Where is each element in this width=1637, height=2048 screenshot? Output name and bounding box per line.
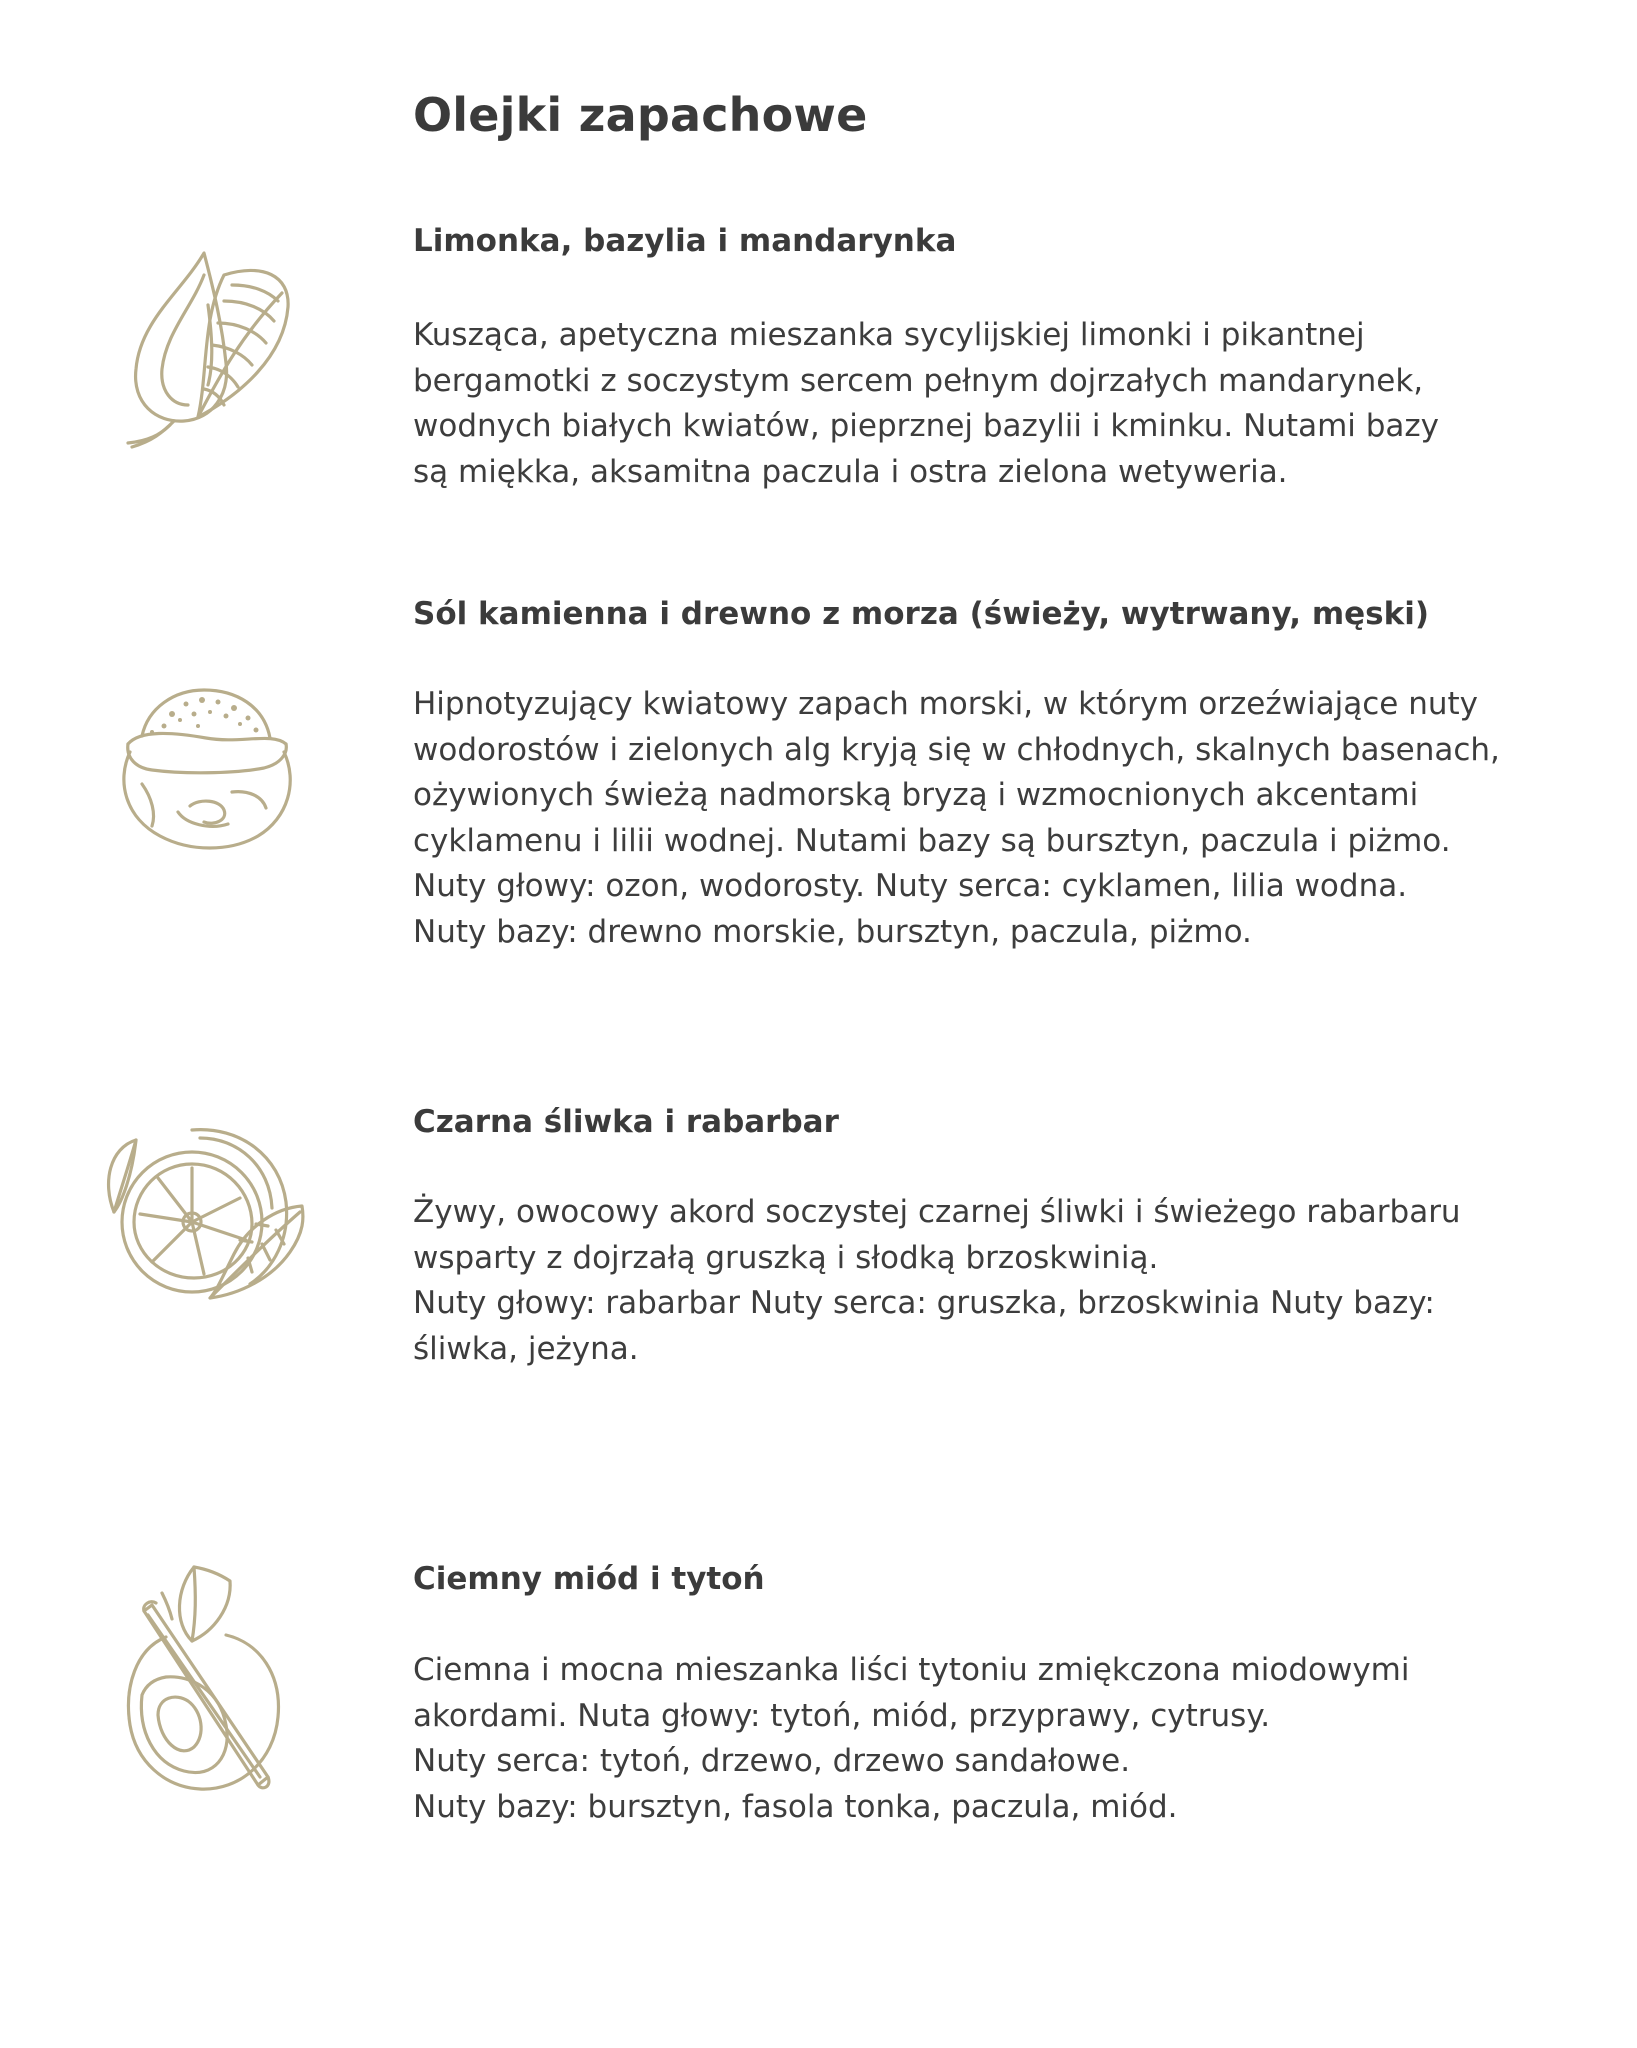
body-line: wodorostów i zielonych alg kryją się w chłodnych, skalnych basenach, (413, 731, 1500, 768)
salt-bowl-icon (112, 678, 300, 854)
body-line: bergamotki z soczystym sercem pełnym dojrzałych mandarynek, (413, 362, 1424, 399)
body-line: Nuty serca: tytoń, drzewo, drzewo sandałowe. (413, 1743, 1131, 1779)
body-line: akordami. Nuta głowy: tytoń, miód, przyprawy, cytrusy. (413, 1697, 1271, 1734)
section-body-sea-salt (413, 682, 1543, 955)
page-title: Olejki zapachowe (413, 88, 868, 142)
section-body-honey-tobacco (413, 1648, 1543, 1830)
body-line: Hipnotyzujący kwiatowy zapach morski, w którym orzeźwiające nuty (413, 686, 1478, 722)
body-line: Nuty głowy: ozon, wodorosty. Nuty serca: cyklamen, lilia wodna. (413, 868, 1408, 904)
body-line: Nuty bazy: bursztyn, fasola tonka, paczula, miód. (413, 1788, 1178, 1825)
body-line: cyklamenu i lilii wodnej. Nutami bazy są bursztyn, paczula i piżmo. (413, 822, 1451, 859)
body-line: Kusząca, apetyczna mieszanka sycylijskiej limonki i pikantnej (413, 317, 1365, 353)
section-body-lime (413, 313, 1543, 495)
section-heading-lime: Limonka, bazylia i mandarynka (413, 223, 957, 259)
section-heading-plum: Czarna śliwka i rabarbar (413, 1104, 839, 1140)
plum-leaves-icon (100, 1122, 310, 1300)
body-line: są miękka, aksamitna paczula i ostra zielona wetyweria. (413, 453, 1288, 490)
body-line: Nuty głowy: rabarbar Nuty serca: gruszka, brzoskwinia Nuty bazy: (413, 1285, 1435, 1321)
tobacco-fruit-icon (122, 1565, 292, 1795)
leaf-drop-icon (112, 245, 297, 450)
section-heading-sea-salt: Sól kamienna i drewno z morza (świeży, wytrwany, męski) (413, 596, 1430, 632)
section-body-plum (413, 1190, 1543, 1372)
body-line: Ciemna i mocna mieszanka liści tytoniu zmiękczona miodowymi (413, 1652, 1410, 1688)
body-line: ożywionych świeżą nadmorską bryzą i wzmocnionych akcentami (413, 777, 1419, 813)
section-heading-honey-tobacco: Ciemny miód i tytoń (413, 1561, 765, 1597)
body-line: Nuty bazy: drewno morskie, bursztyn, paczula, piżmo. (413, 913, 1252, 950)
body-line: wodnych białych kwiatów, pieprznej bazylii i kminku. Nutami bazy (413, 408, 1440, 444)
body-line: Żywy, owocowy akord soczystej czarnej śliwki i świeżego rabarbaru (413, 1194, 1461, 1230)
body-line: wsparty z dojrzałą gruszką i słodką brzoskwinią. (413, 1239, 1159, 1276)
body-line: śliwka, jeżyna. (413, 1330, 639, 1367)
